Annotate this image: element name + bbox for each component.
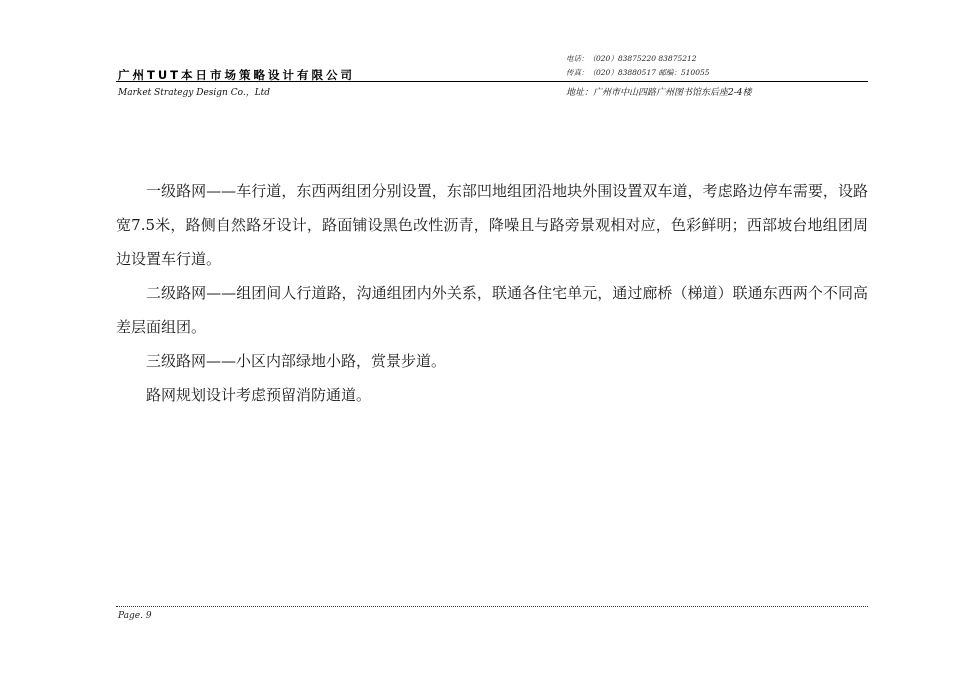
paragraph-primary-road: 一级路网——车行道，东西两组团分别设置，东部凹地组团沿地块外围设置双车道，考虑路边停车需要，设路宽7.5米，路侧自然路牙设计，路面铺设黑色改性沥青，降噪且与路旁景观相对应，色彩鲜明；西部坡台地组团周边设置车行道。 [116,182,868,268]
header-address: 地址：广州市中山四路广州图书馆东后座2-4楼 [566,88,752,98]
company-english-name: Market Strategy Design Co.，Ltd [118,88,271,98]
company-name: 广州TUT本日市场策略设计有限公司 [118,68,356,82]
header-divider [116,81,868,82]
document-body [116,174,868,412]
paragraph-fire-access: 路网规划设计考虑预留消防通道。 [146,386,372,404]
page-number: Page. 9 [118,611,152,621]
paragraph-tertiary-road: 三级路网——小区内部绿地小路，赏景步道。 [146,352,447,370]
header-fax-postcode: 传真：（020）83880517 邮编：510055 [566,68,710,77]
header-phone: 电话：（020）83875220 83875212 [566,54,697,63]
paragraph-secondary-road: 二级路网——组团间人行道路，沟通组团内外关系，联通各住宅单元，通过廊桥（梯道）联通东西两个不同高差层面组团。 [116,284,868,336]
footer-divider [116,606,868,607]
